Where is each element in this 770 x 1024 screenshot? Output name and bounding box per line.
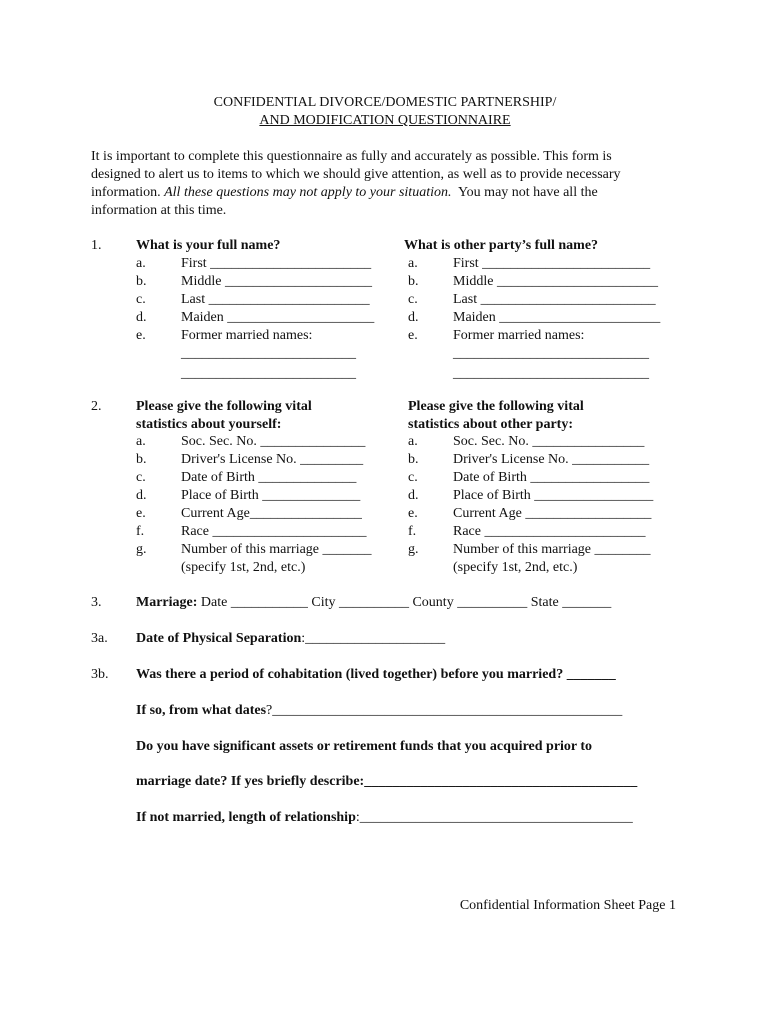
q2-left-marriage-number-field[interactable]: Number of this marriage _______	[181, 542, 372, 557]
intro-line-3	[91, 184, 598, 202]
q1-left-letter-a: a.	[136, 256, 146, 271]
q1-left-letter-b: b.	[136, 274, 147, 289]
q1-left-former-names-label: Former married names:	[181, 328, 313, 343]
intro-line-3-end: You may not have all the	[451, 185, 598, 200]
q2-right-letter-f: f.	[408, 524, 417, 539]
q2-left-letter-d: d.	[136, 488, 147, 503]
q3b-relationship-length-row[interactable]	[136, 809, 633, 827]
q1-left-middle-field[interactable]: Middle _____________________	[181, 274, 372, 289]
intro-line-3-start: information.	[91, 185, 165, 200]
q2-right-letter-c: c.	[408, 470, 418, 485]
q1-left-former-names-blank-2[interactable]: _________________________	[181, 366, 356, 381]
q3a-separation-row[interactable]	[136, 630, 445, 648]
q3b-assets-describe-field[interactable]: marriage date? If yes briefly describe:_______________________________________	[136, 774, 638, 789]
q3a-number: 3a.	[91, 631, 108, 646]
q2-left-letter-g: g.	[136, 542, 147, 557]
intro-line-2: designed to alert us to items to which we should give attention, as well as to provide necessary	[91, 167, 621, 182]
q3b-dates-field[interactable]: ?__________________________________________________	[266, 703, 623, 718]
q3-marriage-row[interactable]	[136, 594, 611, 612]
q2-right-specify-note: (specify 1st, 2nd, etc.)	[453, 560, 578, 575]
q1-right-maiden-field[interactable]: Maiden _______________________	[453, 310, 661, 325]
q1-right-letter-e: e.	[408, 328, 418, 343]
q3b-cohabitation-question[interactable]: Was there a period of cohabitation (lived together) before you married? _______	[136, 667, 616, 682]
q3a-separation-field[interactable]: :____________________	[301, 631, 446, 646]
q1-left-first-field[interactable]: First _______________________	[181, 256, 372, 271]
title-line-1: CONFIDENTIAL DIVORCE/DOMESTIC PARTNERSHIP/	[213, 95, 557, 110]
q2-left-heading-2: statistics about yourself:	[136, 417, 282, 432]
q1-left-heading: What is your full name?	[136, 238, 281, 253]
intro-line-4: information at this time.	[91, 203, 227, 218]
title-line-2	[0, 112, 770, 130]
q2-right-marriage-number-field[interactable]: Number of this marriage ________	[453, 542, 651, 557]
q1-right-last-field[interactable]: Last _________________________	[453, 292, 656, 307]
q2-left-heading-1: Please give the following vital	[136, 399, 312, 414]
q1-right-first-field[interactable]: First ________________________	[453, 256, 651, 271]
q1-right-letter-a: a.	[408, 256, 418, 271]
q1-right-middle-field[interactable]: Middle _______________________	[453, 274, 658, 289]
title-line-2-text: AND MODIFICATION QUESTIONNAIRE	[259, 113, 511, 128]
q2-left-age-field[interactable]: Current Age________________	[181, 506, 362, 521]
q1-left-maiden-field[interactable]: Maiden _____________________	[181, 310, 375, 325]
q2-left-letter-c: c.	[136, 470, 146, 485]
q2-right-license-field[interactable]: Driver's License No. ___________	[453, 452, 650, 467]
q2-left-race-field[interactable]: Race ______________________	[181, 524, 367, 539]
q3-marriage-label: Marriage:	[136, 595, 198, 610]
q3-marriage-fields[interactable]: Date ___________ City __________ County __________ State _______	[197, 595, 612, 610]
q1-right-letter-d: d.	[408, 310, 419, 325]
q2-left-letter-b: b.	[136, 452, 147, 467]
q2-right-letter-a: a.	[408, 434, 418, 449]
q3b-dates-row[interactable]	[136, 702, 622, 720]
q2-right-race-field[interactable]: Race _______________________	[453, 524, 646, 539]
page-footer: Confidential Information Sheet Page 1	[459, 898, 676, 913]
q2-right-ssn-field[interactable]: Soc. Sec. No. ________________	[453, 434, 645, 449]
q2-right-birthplace-field[interactable]: Place of Birth _________________	[453, 488, 654, 503]
q2-right-letter-b: b.	[408, 452, 419, 467]
q1-left-former-names-blank-1[interactable]: _________________________	[181, 346, 356, 361]
q1-right-letter-b: b.	[408, 274, 419, 289]
q2-right-heading-1: Please give the following vital	[408, 399, 584, 414]
q2-number: 2.	[91, 399, 102, 414]
q1-right-former-names-blank-1[interactable]: ____________________________	[453, 346, 649, 361]
q3b-number: 3b.	[91, 667, 109, 682]
q1-left-letter-d: d.	[136, 310, 147, 325]
q2-right-heading-2: statistics about other party:	[408, 417, 574, 432]
q1-right-former-names-label: Former married names:	[453, 328, 585, 343]
q3b-dates-label: If so, from what dates	[136, 703, 267, 718]
q3-number: 3.	[91, 595, 102, 610]
q2-left-license-field[interactable]: Driver's License No. _________	[181, 452, 364, 467]
q2-right-age-field[interactable]: Current Age __________________	[453, 506, 652, 521]
q1-left-last-field[interactable]: Last _______________________	[181, 292, 370, 307]
q3a-separation-label: Date of Physical Separation	[136, 631, 302, 646]
q2-left-letter-e: e.	[136, 506, 146, 521]
q2-left-specify-note: (specify 1st, 2nd, etc.)	[181, 560, 306, 575]
q2-right-letter-e: e.	[408, 506, 418, 521]
q1-right-letter-c: c.	[408, 292, 418, 307]
q2-right-dob-field[interactable]: Date of Birth _________________	[453, 470, 650, 485]
q3b-relationship-length-field[interactable]: :_______________________________________	[355, 810, 633, 825]
q3b-relationship-length-label: If not married, length of relationship	[136, 810, 356, 825]
q2-left-letter-f: f.	[136, 524, 145, 539]
q1-right-heading: What is other party’s full name?	[404, 238, 599, 253]
q2-left-birthplace-field[interactable]: Place of Birth ______________	[181, 488, 361, 503]
q1-number: 1.	[91, 238, 102, 253]
intro-line-3-italic: All these questions may not apply to your situation.	[164, 185, 452, 200]
q2-left-ssn-field[interactable]: Soc. Sec. No. _______________	[181, 434, 366, 449]
intro-line-1: It is important to complete this questionnaire as fully and accurately as possible. This form is	[91, 149, 612, 164]
q1-left-letter-e: e.	[136, 328, 146, 343]
q2-left-dob-field[interactable]: Date of Birth ______________	[181, 470, 357, 485]
q1-left-letter-c: c.	[136, 292, 146, 307]
q2-right-letter-d: d.	[408, 488, 419, 503]
q3b-assets-question: Do you have significant assets or retirement funds that you acquired prior to	[136, 739, 593, 754]
q2-left-letter-a: a.	[136, 434, 146, 449]
q1-right-former-names-blank-2[interactable]: ____________________________	[453, 366, 649, 381]
q2-right-letter-g: g.	[408, 542, 419, 557]
